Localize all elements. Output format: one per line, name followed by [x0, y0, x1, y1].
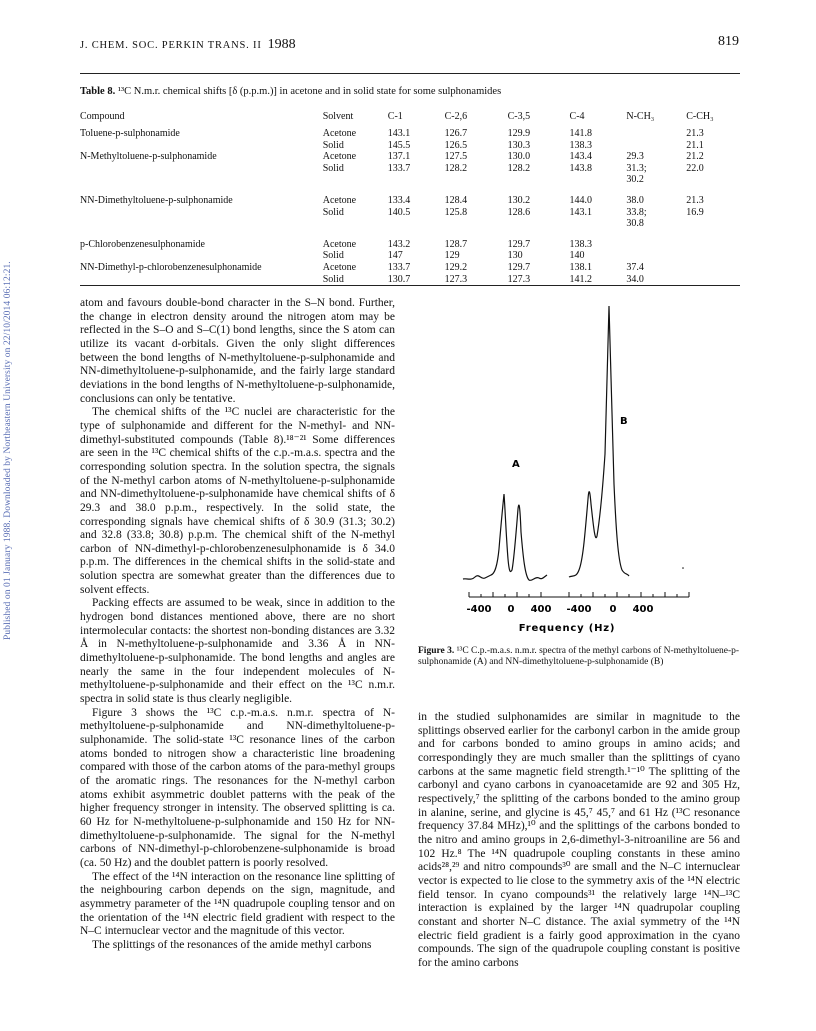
table-cell: 30.2 [626, 174, 644, 186]
column-header: Solvent [322, 111, 354, 122]
figure-caption [418, 646, 743, 668]
table-cell: Solid [322, 206, 344, 218]
spectrum-b-trace [569, 306, 629, 577]
table-cell: 21.3 [686, 128, 704, 139]
table-cell: 16.9 [686, 206, 704, 218]
table-cell: Acetone [322, 128, 357, 139]
paragraph: Packing effects are assumed to be weak, since in addition to the hydrogen bond distances mentioned above, there are no short intermolecular contacts: the shortest non-bonding distances are 3.32 Å in N-methyltoluene-p-sulphonamide and 3.36 Å in NN-dimethyltoluene-p-sulphonamide. The bond lengths and angles are nearly the same in the four independent molecules of N-methyltoluene-p-sulphonamide and their effect on the ¹³C n.m.r. spectra in solid state is thus clearly negligible. [80, 597, 395, 706]
table-row [80, 140, 740, 152]
axis-ticks [469, 592, 689, 597]
figure-label: Figure 3. [418, 646, 455, 656]
table-cell [686, 230, 740, 251]
table-cell: 147 [387, 250, 403, 262]
download-watermark [3, 80, 17, 640]
table-cell [80, 163, 323, 175]
table-cell: Solid [322, 273, 344, 285]
table-cell: 126.5 [444, 139, 468, 151]
table-cell: 21.3 [686, 194, 704, 206]
table-row [80, 250, 740, 262]
figure-caption-text: ¹³C C.p.-m.a.s. n.m.r. spectra of the methyl carbons of N-methyltoluene-p-sulphonamide (A) and NN-dimethyltoluene-p-sulphonamide (B) [418, 646, 740, 667]
table-cell [80, 207, 323, 219]
table-cell [80, 218, 323, 230]
table-cell: 138.3 [569, 238, 593, 250]
table-cell [80, 274, 323, 286]
table-cell [508, 174, 570, 186]
table-row [80, 262, 740, 274]
table-cell: 127.3 [444, 273, 468, 285]
table-cell: p-Chlorobenzenesulphonamide [80, 238, 205, 250]
table-cell: 143.1 [569, 206, 593, 218]
chemical-shift-table [80, 111, 740, 285]
table-cell: 38.0 [626, 194, 644, 206]
table-cell [323, 174, 388, 186]
table-cell: 145.5 [387, 139, 411, 151]
table-row [80, 230, 740, 251]
table-row [80, 163, 740, 175]
table-cell [445, 218, 508, 230]
table-cell: 129 [444, 250, 460, 262]
table-cell [508, 218, 570, 230]
table-row [80, 128, 740, 140]
table-cell: 141.8 [569, 128, 593, 139]
table-cell: 137.1 [387, 151, 411, 163]
table-cell: 143.2 [387, 238, 411, 250]
table-cell [626, 230, 686, 251]
journal-name: J. CHEM. SOC. PERKIN TRANS. II [80, 40, 262, 51]
table-cell: 138.1 [569, 261, 593, 273]
table-cell: N-Methyltoluene-p-sulphonamide [80, 151, 217, 163]
table-cell: Acetone [322, 151, 357, 163]
table-cell: Acetone [322, 238, 357, 250]
spectrum-a-trace [463, 494, 547, 580]
table-cell: 128.2 [444, 162, 468, 174]
table-cell [388, 174, 445, 186]
table-cell: 22.0 [686, 162, 704, 174]
table-cell: 37.4 [626, 261, 644, 273]
table-cell: 129.7 [507, 261, 531, 273]
table-cell [323, 218, 388, 230]
table-cell: 33.8; [626, 206, 647, 218]
running-header [80, 37, 296, 53]
table-cell: 128.4 [444, 194, 468, 206]
table-cell: 21.2 [686, 151, 704, 163]
header-rule [80, 73, 740, 74]
page-number: 819 [718, 34, 739, 49]
nmr-figure [457, 294, 697, 634]
table-cell: 130.0 [507, 151, 531, 163]
table-cell [626, 128, 686, 140]
table-cell: NN-Dimethyl-p-chlorobenzenesulphonamide [80, 261, 262, 273]
table-cell: 29.3 [626, 151, 644, 163]
table-cell: 144.0 [569, 194, 593, 206]
nmr-spectra-plot [457, 294, 697, 639]
table-cell [686, 174, 740, 186]
table-cell: 130 [507, 250, 523, 262]
table-cell: Acetone [322, 261, 357, 273]
tick-label-b-zero: 0 [609, 604, 617, 615]
table-cell: 125.8 [444, 206, 468, 218]
table-row [80, 218, 740, 230]
journal-year: 1988 [267, 37, 296, 52]
paragraph: Figure 3 shows the ¹³C c.p.-m.a.s. n.m.r. spectra of N-methyltoluene-p-sulphonamide and NN-dimethyltoluene-p-sulphonamide. The solid-state ¹³C resonance lines of the carbon atoms bonded to nitrogen show a characteristic line broadening compared with those of the carbon atoms of the para-methyl groups of the aromatic rings. The resonances for the N-methyl carbon atoms exhibit asymmetric doublet patterns with the peak of the higher frequency stronger in intensity. The observed splitting is ca. 60 Hz for N-methyltoluene-p-sulphonamide and 150 Hz for NN-dimethyltoluene-p-sulphonamide. The signal for the N-methyl carbons of NN-dimethyl-p-chlorobenzene-sulphonamide is broad (ca. 50 Hz) and the doublet pattern is poorly resolved. [80, 706, 395, 869]
right-text-column [418, 711, 740, 970]
table-row [80, 274, 740, 286]
table-cell: 140.5 [387, 206, 411, 218]
table-cell [686, 274, 740, 286]
left-text-column [80, 297, 395, 953]
watermark-text: Published on 01 January 1988. Downloaded by Northeastern University on 22/10/2014 06:12:21. [3, 261, 13, 640]
column-header: C-2,6 [444, 111, 468, 122]
table-cell [626, 140, 686, 152]
table-cell: 31.3; [626, 162, 647, 174]
table-cell [80, 174, 323, 186]
table-cell: NN-Dimethyltoluene-p-sulphonamide [80, 194, 233, 206]
table-row [80, 151, 740, 163]
table-cell [445, 174, 508, 186]
table-cell: 133.7 [387, 261, 411, 273]
column-header: Compound [80, 111, 125, 122]
paragraph: in the studied sulphonamides are similar in magnitude to the splittings observed earlier for the carbonyl carbon in the amide group and for carbons bonded to amino groups in amino acids; and correspondingly they are much smaller than the splittings of cyano carbons at the same magnetic field strength.¹⁻¹⁰ The splitting of the carbonyl and cyano carbons in cyanoacetamide are 92 and 305 Hz, respectively,⁷ the splitting of the carbons bonded to the amino group in alanine, serine, and glycine is 45,⁷ 45,⁷ and 61 Hz (¹³C resonance frequency 37.84 MHz),¹⁰ and the splittings of the carbons bonded to the nitro and amino groups in 2,6-dimethyl-3-nitroaniline are 56 and 102 Hz.⁸ The ¹⁴N quadrupole coupling constants in these amino acids²⁸,²⁹ and nitro compounds³⁰ are small and the N–C internuclear vector is expected to lie close to the symmetry axis of the ¹⁴N electric field tensor. In cyano compounds³¹ the relatively large ¹⁴N–¹³C interaction is explained by the larger ¹⁴N quadrupolar coupling constant and shorter N–C distance. The axial symmetry of the ¹⁴N electric field gradient is a fairly good approximation in the cyano compounds. The sign of the quadrupole coupling constant is positive for the amino carbons [418, 711, 740, 969]
tick-label-b-neg: -400 [566, 604, 592, 615]
table-cell [686, 262, 740, 274]
table-cell: Solid [322, 162, 344, 174]
table-cell [570, 174, 627, 186]
column-header: C-3,5 [507, 111, 531, 122]
table-cell: Acetone [322, 194, 357, 206]
table-cell: 133.4 [387, 194, 411, 206]
table-caption-text: ¹³C N.m.r. chemical shifts [δ (p.p.m.)] in acetone and in solid state for some sulphonamides [117, 86, 502, 97]
paragraph: The splittings of the resonances of the amide methyl carbons [92, 938, 372, 951]
tick-label-a-zero: 0 [507, 604, 515, 615]
table-cell: 140 [569, 250, 585, 262]
table-cell: 143.8 [569, 162, 593, 174]
table-label: Table 8. [80, 86, 116, 97]
table-cell: 127.3 [507, 273, 531, 285]
table-header-row [80, 111, 740, 128]
table-cell: 128.7 [444, 238, 468, 250]
table-cell [686, 250, 740, 262]
table-cell: 143.4 [569, 151, 593, 163]
table-cell: 127.5 [444, 151, 468, 163]
tick-label-b-pos: 400 [632, 604, 654, 615]
table-cell: 130.3 [507, 139, 531, 151]
table-cell [80, 250, 323, 262]
paragraph: atom and favours double-bond character in the S–N bond. Further, the change in electron density around the nitrogen atom may be reflected in the S–O and S–C(1) bond lengths, since the S atom can utilize its vacant d-orbitals. Given the only slight differences between the bond lengths of N-methyltoluene-p-sulphonamide and NN-dimethyltoluene-p-sulphonamide, and the fairly large standard deviations in the bond lengths of N-methyltoluene-p-sulphonamide, conclusions can only be tentative. [80, 297, 395, 405]
column-header: N-CH₃ [626, 111, 655, 122]
table-cell: 128.2 [507, 162, 531, 174]
table-cell: 129.7 [507, 238, 531, 250]
table-row [80, 207, 740, 219]
table-cell: 21.1 [686, 139, 704, 151]
table-cell: Solid [322, 139, 344, 151]
table-cell: 130.2 [507, 194, 531, 206]
axis-title: Frequency (Hz) [518, 623, 616, 634]
table-cell: 133.7 [387, 162, 411, 174]
table-cell [570, 218, 627, 230]
column-header: C-4 [569, 111, 585, 122]
table-cell [626, 250, 686, 262]
table-cell [686, 218, 740, 230]
table-cell: 34.0 [626, 273, 644, 285]
table-row [80, 174, 740, 186]
spectrum-a-label: A [512, 459, 520, 470]
table-cell: Toluene-p-sulphonamide [80, 128, 180, 139]
tick-label-a-neg: -400 [466, 604, 492, 615]
table-cell: 141.2 [569, 273, 593, 285]
column-header: C-CH₃ [686, 111, 714, 122]
table-cell: 143.1 [387, 128, 411, 139]
spectrum-b-label: B [620, 416, 628, 427]
table-bottom-rule [80, 285, 740, 286]
table-caption [80, 86, 501, 97]
tick-label-a-pos: 400 [530, 604, 552, 615]
table-cell: 129.9 [507, 128, 531, 139]
paragraph: The chemical shifts of the ¹³C nuclei are characteristic for the type of sulphonamide and different for the N-methyl- and NN-dimethyl-substituted compounds (Table 8).¹⁸⁻²¹ Some differences are seen in the ¹³C chemical shifts of the c.p.-m.a.s. spectra and the corresponding solution spectra. In the solution spectra, the signals of the N-methyl carbon atoms of N-methyltoluene-p-sulphonamide and NN-dimethyltoluene-p-sulphonamide have chemical shifts of δ 29.3 and 38.0 p.p.m., respectively. In the solid state, the corresponding signals have chemical shifts of δ 30.9 (31.3; 30.2) and 32.8 (33.8; 30.8) p.p.m. The chemical shift of the N-methyl carbon of NN-dimethyl-p-chlorobenzenesulphonamide is δ 34.0 p.p.m. The differences in the chemical shifts in the solid-state and solution spectra are somewhat greater than the differences due to solvent effects. [80, 406, 395, 596]
spectrum-b-tail [682, 567, 684, 569]
table-cell: Solid [322, 250, 344, 262]
table-cell: 129.2 [444, 261, 468, 273]
column-header: C-1 [387, 111, 403, 122]
table-row [80, 186, 740, 207]
table-cell [80, 140, 323, 152]
table-cell: 30.8 [626, 218, 644, 230]
table-cell: 138.3 [569, 139, 593, 151]
table-cell [388, 218, 445, 230]
paragraph: The effect of the ¹⁴N interaction on the resonance line splitting of the neighbouring carbon depends on the sign, magnitude, and asymmetry parameter of the ¹⁴N quadrupole coupling tensor and on the orientation of the ¹⁴N electric field gradient with respect to the N–C internuclear vector and the magnitude of this vector. [80, 870, 395, 938]
table-cell: 126.7 [444, 128, 468, 139]
table-cell: 130.7 [387, 273, 411, 285]
table-cell: 128.6 [507, 206, 531, 218]
